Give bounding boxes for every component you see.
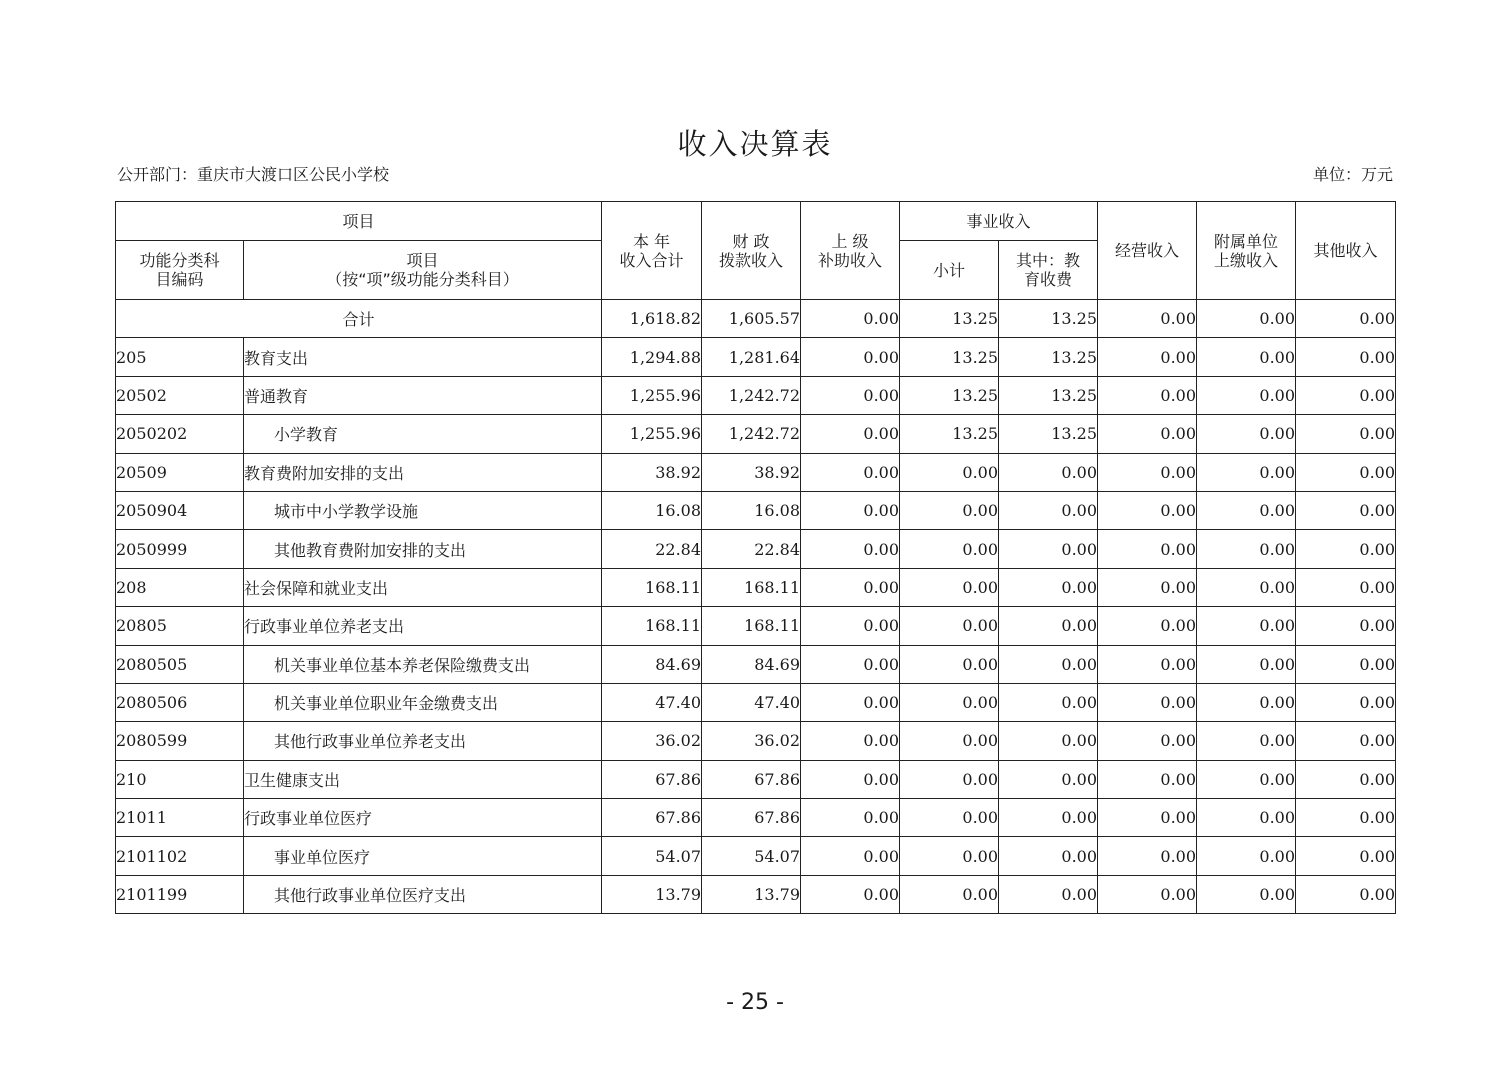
table-row	[116, 376, 1396, 414]
header-superior	[801, 202, 900, 300]
row-value: 0.00	[1197, 875, 1296, 913]
row-value: 0.00	[1098, 338, 1197, 376]
row-value: 0.00	[1098, 760, 1197, 798]
table-row	[116, 837, 1396, 875]
row-value: 0.00	[1098, 645, 1197, 683]
row-value: 0.00	[801, 799, 900, 837]
row-code: 205	[116, 338, 244, 376]
row-value: 0.00	[1296, 837, 1396, 875]
header-affiliated	[1197, 202, 1296, 300]
row-value: 0.00	[999, 453, 1098, 491]
row-value: 0.00	[801, 530, 900, 568]
header-other: 其他收入	[1296, 202, 1396, 300]
row-value: 0.00	[1098, 376, 1197, 414]
row-value: 0.00	[900, 607, 999, 645]
row-value: 0.00	[1098, 799, 1197, 837]
row-value: 0.00	[900, 491, 999, 529]
row-value: 0.00	[900, 530, 999, 568]
header-business-group: 事业收入	[900, 202, 1098, 241]
page-title: 收入决算表	[677, 127, 833, 161]
row-code: 208	[116, 568, 244, 606]
row-value: 47.40	[602, 683, 702, 721]
row-value: 0.00	[801, 453, 900, 491]
row-value: 0.00	[1098, 837, 1197, 875]
row-value: 0.00	[801, 338, 900, 376]
row-value: 38.92	[602, 453, 702, 491]
row-value: 22.84	[602, 530, 702, 568]
row-name: 机关事业单位基本养老保险缴费支出	[244, 645, 602, 683]
table-body	[116, 300, 1396, 914]
table-row	[116, 568, 1396, 606]
header-func-name-line1: 项目	[406, 251, 439, 270]
row-value: 1,242.72	[702, 415, 801, 453]
header-fiscal	[702, 202, 801, 300]
row-value: 0.00	[801, 607, 900, 645]
row-value: 0.00	[900, 568, 999, 606]
header-operating: 经营收入	[1098, 202, 1197, 300]
row-value: 0.00	[900, 683, 999, 721]
table-row	[116, 875, 1396, 913]
row-value: 0.00	[1296, 568, 1396, 606]
row-value: 0.00	[1296, 683, 1396, 721]
row-value: 36.02	[702, 722, 801, 760]
table-row	[116, 530, 1396, 568]
row-value: 0.00	[900, 722, 999, 760]
row-value: 13.25	[900, 376, 999, 414]
row-code: 2080599	[116, 722, 244, 760]
row-value: 0.00	[1098, 453, 1197, 491]
row-code: 20502	[116, 376, 244, 414]
row-value: 67.86	[602, 760, 702, 798]
row-value: 0.00	[1296, 722, 1396, 760]
row-value: 16.08	[602, 491, 702, 529]
total-value: 0.00	[1197, 300, 1296, 338]
row-value: 0.00	[1197, 491, 1296, 529]
row-value: 0.00	[1197, 837, 1296, 875]
header-business-edu-line1: 其中：教	[1016, 251, 1081, 270]
row-value: 0.00	[801, 683, 900, 721]
row-value: 0.00	[801, 837, 900, 875]
header-business-edu-line2: 育收费	[1024, 270, 1073, 289]
row-value: 67.86	[602, 799, 702, 837]
row-value: 0.00	[1197, 376, 1296, 414]
row-value: 0.00	[1296, 760, 1396, 798]
row-value: 168.11	[702, 607, 801, 645]
row-code: 210	[116, 760, 244, 798]
row-value: 0.00	[999, 530, 1098, 568]
row-value: 0.00	[1197, 415, 1296, 453]
row-value: 47.40	[702, 683, 801, 721]
header-total-line1: 本 年	[632, 231, 671, 251]
row-code: 2101102	[116, 837, 244, 875]
row-name: 其他行政事业单位医疗支出	[244, 875, 602, 913]
row-value: 0.00	[999, 760, 1098, 798]
row-name: 普通教育	[244, 376, 602, 414]
row-value: 22.84	[702, 530, 801, 568]
row-name: 机关事业单位职业年金缴费支出	[244, 683, 602, 721]
table-row	[116, 645, 1396, 683]
row-value: 0.00	[1197, 568, 1296, 606]
table-row	[116, 683, 1396, 721]
header-total	[602, 202, 702, 300]
income-table	[115, 201, 1396, 914]
row-value: 0.00	[1296, 799, 1396, 837]
row-value: 13.25	[900, 415, 999, 453]
table-row	[116, 491, 1396, 529]
row-code: 2080506	[116, 683, 244, 721]
header-superior-line2: 补助收入	[818, 250, 883, 270]
header-func-name	[244, 241, 602, 300]
row-value: 13.25	[900, 338, 999, 376]
row-value: 67.86	[702, 799, 801, 837]
header-func-code	[116, 241, 244, 300]
row-value: 1,255.96	[602, 415, 702, 453]
row-value: 0.00	[1098, 683, 1197, 721]
row-value: 0.00	[801, 645, 900, 683]
row-value: 0.00	[1098, 415, 1197, 453]
table-row	[116, 607, 1396, 645]
header-item-group: 项目	[116, 202, 602, 241]
row-value: 0.00	[1296, 530, 1396, 568]
page-number: - 25 -	[726, 990, 784, 1015]
row-value: 0.00	[1098, 568, 1197, 606]
table-row	[116, 760, 1396, 798]
row-value: 13.25	[999, 338, 1098, 376]
header-fiscal-line2: 拨款收入	[719, 250, 784, 270]
row-value: 0.00	[1197, 607, 1296, 645]
row-value: 84.69	[602, 645, 702, 683]
total-label: 合计	[116, 300, 602, 338]
row-value: 0.00	[801, 875, 900, 913]
row-code: 2050904	[116, 491, 244, 529]
row-name: 社会保障和就业支出	[244, 568, 602, 606]
row-value: 0.00	[801, 415, 900, 453]
row-value: 0.00	[999, 491, 1098, 529]
table-row	[116, 415, 1396, 453]
row-value: 1,255.96	[602, 376, 702, 414]
row-name: 卫生健康支出	[244, 760, 602, 798]
row-value: 0.00	[1098, 530, 1197, 568]
row-code: 20509	[116, 453, 244, 491]
header-total-line2: 收入合计	[619, 250, 684, 270]
row-value: 1,294.88	[602, 338, 702, 376]
row-value: 0.00	[1296, 415, 1396, 453]
header-affiliated-line1: 附属单位	[1214, 231, 1279, 251]
row-name: 城市中小学教学设施	[244, 491, 602, 529]
header-func-name-line2: （按“项”级功能分类科目）	[326, 270, 519, 289]
row-value: 0.00	[1296, 453, 1396, 491]
unit-label: 单位：万元	[1312, 165, 1393, 184]
row-value: 0.00	[999, 722, 1098, 760]
table-row	[116, 799, 1396, 837]
department-label: 公开部门：重庆市大渡口区公民小学校	[117, 165, 390, 184]
row-code: 20805	[116, 607, 244, 645]
table-row	[116, 453, 1396, 491]
row-value: 1,242.72	[702, 376, 801, 414]
row-code: 2101199	[116, 875, 244, 913]
row-name: 教育费附加安排的支出	[244, 453, 602, 491]
row-value: 0.00	[1296, 376, 1396, 414]
row-value: 0.00	[900, 875, 999, 913]
total-row	[116, 300, 1396, 338]
row-value: 0.00	[900, 837, 999, 875]
row-value: 0.00	[999, 837, 1098, 875]
row-value: 0.00	[1296, 491, 1396, 529]
row-value: 0.00	[801, 491, 900, 529]
row-value: 0.00	[801, 722, 900, 760]
total-value: 1,605.57	[702, 300, 801, 338]
row-value: 84.69	[702, 645, 801, 683]
total-value: 0.00	[1098, 300, 1197, 338]
row-code: 2050202	[116, 415, 244, 453]
row-code: 2080505	[116, 645, 244, 683]
total-value: 13.25	[900, 300, 999, 338]
row-value: 168.11	[702, 568, 801, 606]
header-business-edu	[999, 241, 1098, 300]
row-value: 0.00	[1296, 338, 1396, 376]
row-value: 67.86	[702, 760, 801, 798]
row-value: 0.00	[900, 799, 999, 837]
row-value: 16.08	[702, 491, 801, 529]
row-value: 0.00	[1296, 645, 1396, 683]
row-value: 0.00	[1197, 799, 1296, 837]
row-name: 事业单位医疗	[244, 837, 602, 875]
row-name: 小学教育	[244, 415, 602, 453]
header-superior-line1: 上 级	[831, 231, 869, 251]
row-value: 0.00	[1197, 338, 1296, 376]
row-code: 2050999	[116, 530, 244, 568]
row-value: 0.00	[1098, 722, 1197, 760]
row-value: 13.25	[999, 415, 1098, 453]
row-value: 36.02	[602, 722, 702, 760]
row-value: 1,281.64	[702, 338, 801, 376]
row-value: 13.79	[602, 875, 702, 913]
row-value: 0.00	[900, 645, 999, 683]
row-value: 0.00	[1296, 607, 1396, 645]
row-name: 教育支出	[244, 338, 602, 376]
total-value: 13.25	[999, 300, 1098, 338]
row-value: 0.00	[1098, 875, 1197, 913]
row-value: 0.00	[999, 645, 1098, 683]
row-value: 0.00	[1197, 722, 1296, 760]
row-code: 21011	[116, 799, 244, 837]
total-value: 0.00	[1296, 300, 1396, 338]
row-value: 0.00	[999, 683, 1098, 721]
row-value: 54.07	[702, 837, 801, 875]
header-func-code-text: 功能分类科目编码	[139, 251, 220, 289]
total-value: 0.00	[801, 300, 900, 338]
row-value: 0.00	[999, 875, 1098, 913]
row-value: 168.11	[602, 607, 702, 645]
row-value: 38.92	[702, 453, 801, 491]
header-fiscal-line1: 财 政	[732, 231, 770, 251]
header-affiliated-line2: 上缴收入	[1214, 250, 1279, 270]
row-value: 13.79	[702, 875, 801, 913]
row-value: 0.00	[999, 799, 1098, 837]
header-business-sub: 小计	[900, 241, 999, 300]
row-value: 0.00	[1296, 875, 1396, 913]
row-value: 168.11	[602, 568, 702, 606]
row-value: 54.07	[602, 837, 702, 875]
row-value: 0.00	[801, 760, 900, 798]
row-name: 其他教育费附加安排的支出	[244, 530, 602, 568]
total-value: 1,618.82	[602, 300, 702, 338]
row-value: 0.00	[801, 376, 900, 414]
row-value: 0.00	[801, 568, 900, 606]
row-value: 0.00	[1098, 491, 1197, 529]
table-row	[116, 338, 1396, 376]
row-value: 0.00	[1197, 683, 1296, 721]
row-value: 0.00	[1197, 453, 1296, 491]
row-value: 0.00	[1197, 760, 1296, 798]
row-value: 0.00	[999, 607, 1098, 645]
row-name: 行政事业单位养老支出	[244, 607, 602, 645]
row-name: 行政事业单位医疗	[244, 799, 602, 837]
row-name: 其他行政事业单位养老支出	[244, 722, 602, 760]
row-value: 0.00	[1197, 645, 1296, 683]
row-value: 0.00	[900, 453, 999, 491]
row-value: 0.00	[1098, 607, 1197, 645]
row-value: 13.25	[999, 376, 1098, 414]
table-row	[116, 722, 1396, 760]
row-value: 0.00	[999, 568, 1098, 606]
row-value: 0.00	[900, 760, 999, 798]
row-value: 0.00	[1197, 530, 1296, 568]
